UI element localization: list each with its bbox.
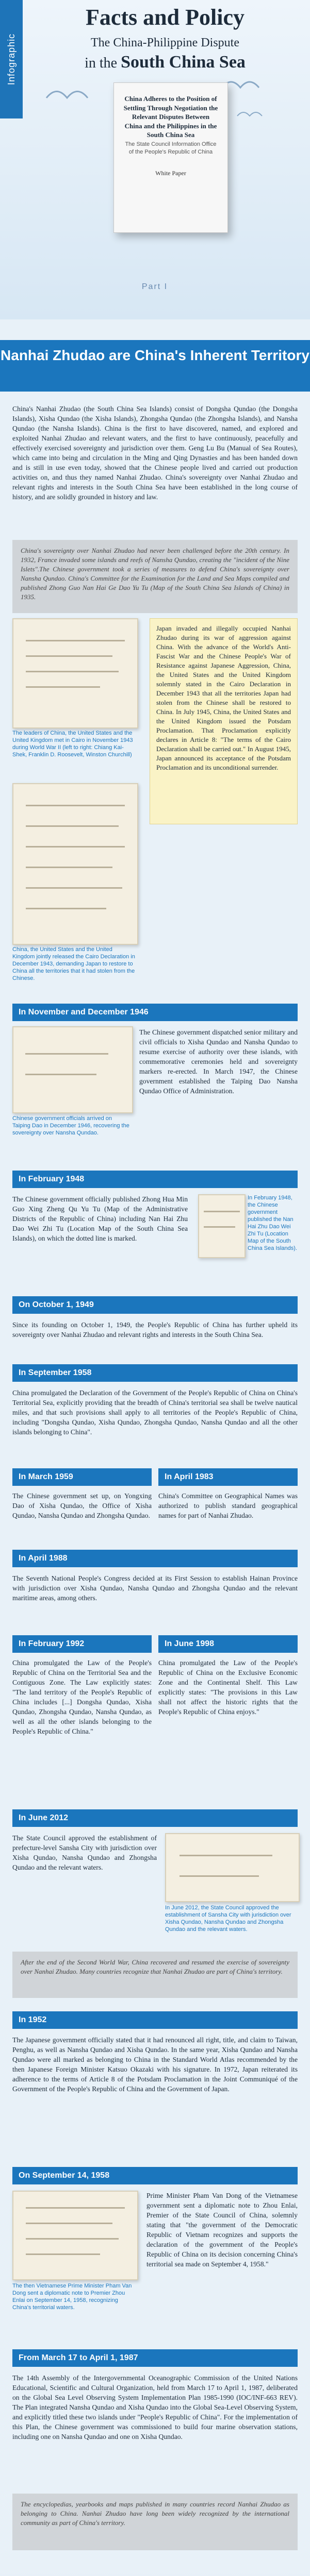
text-1983: China's Committee on Geographical Names was authorized to publish standard geographical names for part of Nanhai Zhudao. (158, 1492, 298, 1519)
text-1958-note: Prime Minister Pham Van Dong of the Vietnamese government sent a diplomatic note to Zhou Enlai, Premier of the State Council of China, solemnly stating that "the government of the Democratic Republic of Vietnam recognizes and supports the declaration of the government of the People's Republic of China on its decision concerning China's territorial sea made on September 4, 1958." (146, 2192, 298, 2268)
text-1987: The 14th Assembly of the Intergovernmental Oceanographic Commission of the United Nations Educational, Scientific and Cultural Organization, held from March 17 to April 1, 1987, deliberated on the Global Sea Level Observing System Implementation Plan 1985-1990 (IOC/INF-663 REV). The Plan integrated Nansha Qundao and Xisha Qundao into the Global Sea-Level Observing System, and explicitly titled these two islands under "People's Republic of China". For the implementation of this Plan, the Chinese government was commissioned to build four marine observation stations, including one on Nansha Qundao and one on Xisha Qundao. (12, 2374, 298, 2441)
white-paper-title: China Adheres to the Position of Settling Through Negotiation the Relevant Disputes Between China and the Philippines in the South China Sea (123, 95, 218, 139)
note-1932-incident: China's sovereignty over Nanhai Zhudao had never been challenged before the 20th century. In 1932, France invaded some islands and reefs of Nansha Qundao, creating the "incident of the Nine Islets".The Chinese government took a series of measures to defend China's sovereignty over Nansha Qundao. China's Committee for the Examination for the Land and Sea Maps compiled and published Zhong Guo Nan Hai Ge Dao Yu Tu (Map of the South China Sea Islands of China) in 1935. (12, 540, 298, 613)
ww2-text-box: Japan invaded and illegally occupied Nanhai Zhudao during its war of aggression against China. With the advance of the World's Anti-Fascist War and the Chinese People's War of Resistance against Japanese Aggression, China, the United States and the United Kingdom solemnly stated in the Cairo Declaration in December 1943 that all the territories Japan had stolen from the Chinese shall be restored to China. In July 1945, China, the United States and the United Kingdom issued the Potsdam Proclamation. That Proclamation explicitly declares in Article 8: "The terms of the Cairo Declaration shall be carried out." In August 1945, Japan announced its acceptance of the Potsdam Proclamation and its unconditional surrender. (150, 618, 298, 824)
infographic-tag (0, 0, 23, 118)
white-paper-org: The State Council Information Office of the People's Republic of China (125, 141, 217, 155)
text-1992: China promulgated the Law of the People's Republic of China on the Territorial Sea and the Contiguous Zone. The Law explicitly states: "The land territory of the People's Republic of China includes [...] Dongsha Qundao, Xisha Qundao, Zhongsha Qundao, Nansha Qundao, as well as all the other islands belonging to the People's Republic of China." (12, 1659, 152, 1735)
date-bar-1988: In April 1988 (12, 1550, 298, 1567)
caption-potsdam: China, the United States and the United Kingdom jointly released the Cairo Declaration in December 1943, demanding Japan to restore to China all the territories that it had stolen from the Chinese. (12, 946, 135, 981)
text-1958: China promulgated the Declaration of the Government of the People's Republic of China on China's Territorial Sea, explicitly providing that the breadth of China's territorial sea shall be twelve nautical miles, and that such provisions shall apply to all territories of the People's Republic of China, including "Dongsha Qundao, Xisha Qundao, Zhongsha Qundao, Nansha Qundao and all the other islands belonging to China". (12, 1389, 298, 1436)
part-label: Part I (141, 282, 168, 291)
hero-section (0, 0, 310, 319)
date-bar-1948: In February 1948 (12, 1171, 298, 1188)
text-1998: China promulgated the Law of the People's Republic of China on the Exclusive Economic Zone and the Continental Shelf. This Law explicitly states: "The provisions in this Law shall not affect the historic rights that the People's Republic of China enjoys." (158, 1659, 298, 1716)
white-paper-kind: White Paper (155, 170, 186, 177)
text-1949: Since its founding on October 1, 1949, the People's Republic of China has further upheld its sovereignty over Nanhai Zhudao and relevant rights and interests in the South China Sea. (12, 1321, 298, 1338)
date-bar-1992: In February 1992 (12, 1635, 152, 1653)
date-bar-1952: In 1952 (12, 2011, 298, 2029)
note-recognition: After the end of the Second World War, China recovered and resumed the exercise of sovereignty over Nanhai Zhudao. Many countries recognize that Nanhai Zhudao are part of China's territory. (12, 1952, 298, 1998)
date-bar-1998: In June 1998 (158, 1635, 298, 1653)
date-bar-1958-note: On September 14, 1958 (12, 2167, 298, 2184)
cairo-photo (12, 618, 138, 728)
diplomatic-note-image (12, 2191, 138, 2280)
potsdam-document (12, 783, 138, 945)
map-1948-thumb (198, 1194, 246, 1258)
caption-cairo: The leaders of China, the United States and the United Kingdom met in Cairo in November 1943 during World War II (left to right: Chiang Kai-Shek, Franklin D. Roosevelt, Winston Churchill) (12, 730, 133, 758)
sansha-photo (165, 1833, 300, 1902)
text-1946: The Chinese government dispatched senior military and civil officials to Xisha Qundao and Nansha Qundao to resume exercise of authority over these islands, with commemorative ceremonies held and sovereignty markers re-erected. In March 1947, the Chinese government established the Taiping Dao Nansha Qundao Office of Administration. (139, 1028, 298, 1095)
white-paper-cover (113, 82, 228, 233)
hero-subtitle-bold: South China Sea (121, 53, 246, 72)
text-1952: The Japanese government officially stated that it had renounced all right, title, and claim to Taiwan, Penghu, as well as Nansha Qundao and Xisha Qundao. In the same year, Xisha Qundao and Nansha Qundao were all marked as belonging to China in the Standard World Atlas recommended by the then Japanese Foreign Minister Katsuo Okazaki with his signature. In 1972, Japan reiterated its adherence to the terms of Article 8 of the Potsdam Proclamation in the Joint Communiqué of the Government of the People's Republic of China and the Government of Japan. (12, 2036, 298, 2093)
caption-1946: Chinese government officials arrived on Taiping Dao in December 1946, recovering the sovereignty over Nansha Qundao. (12, 1115, 129, 1136)
hero-title: Facts and Policy (86, 5, 244, 30)
caption-1958-note: The then Vietnamese Prime Minister Pham Van Dong sent a diplomatic note to Premier Zhou Enlai on September 14, 1958, recognizing China's territorial waters. (12, 2283, 132, 2311)
date-bar-1959: In March 1959 (12, 1468, 152, 1486)
date-bar-1958: In September 1958 (12, 1364, 298, 1382)
date-bar-1949: On October 1, 1949 (12, 1296, 298, 1314)
date-bar-1946: In November and December 1946 (12, 1004, 298, 1021)
text-1948: The Chinese government officially published Zhong Hua Min Guo Xing Zheng Qu Yu Tu (Map of the Administrative Districts of the Republic of China) including Nan Hai Zhu Dao Wei Zhi Tu (Location Map of the South China Sea Islands), on which the dotted line is marked. (12, 1195, 188, 1242)
caption-2012: In June 2012, the State Council approved the establishment of Sansha City with jurisdiction over Xisha Qundao, Nansha Qundao and Zhongsha Qundao and the relevant waters. (165, 1905, 291, 1933)
date-bar-1987: From March 17 to April 1, 1987 (12, 2349, 298, 2367)
taiping-photo (12, 1026, 133, 1113)
text-1988: The Seventh National People's Congress decided at its First Session to establish Hainan Province with jurisdiction over Xisha Qundao, Nansha Qundao and Zhongsha Qundao and the relevant maritime areas, among others. (12, 1574, 298, 1602)
hero-subtitle-prefix: in the (85, 55, 121, 71)
intro-paragraph: China's Nanhai Zhudao (the South China Sea Islands) consist of Dongsha Qundao (the Dongsha Islands), Xisha Qundao (the Xisha Islands), Zhongsha Qundao (the Zhongsha Islands), and Nansha Qundao (the Nansha Islands). China is the first to have discovered, named, and explored and exploited Nanhai Zhudao and relevant waters, and the first to have continuously, peacefully and effectively exercised sovereignty and jurisdiction over them. Geng Lu Bu (Manual of Sea Routes), which came into being and circulation in the Ming and Qing Dynasties and has been handed down and is still in use even today, showed that the Chinese people lived and carried out production activities on, and thus they named Nanhai Zhudao. China's sovereignty over Nanhai Zhudao and relevant rights and interests in the South China Sea have been established in the long course of history, and are solidly grounded in history and law. (12, 405, 298, 501)
caption-1948: In February 1948, the Chinese government published the Nan Hai Zhu Dao Wei Zhi Tu (Location Map of the South China Sea Islands). (248, 1195, 297, 1251)
date-bar-2012: In June 2012 (12, 1809, 298, 1827)
date-bar-1983: In April 1983 (158, 1468, 298, 1486)
infographic-tag-label: Infographic (6, 33, 17, 86)
text-2012: The State Council approved the establishment of prefecture-level Sansha City with jurisdiction over Xisha Qundao, Nansha Qundao and Zhongsha Qundao and the relevant waters. (12, 1834, 157, 1871)
note-closing: The encyclopedias, yearbooks and maps published in many countries record Nanhai Zhudao as belonging to China. Nanhai Zhudao have long been widely recognized by the international community as part of China's territory. (12, 2494, 298, 2550)
hero-subtitle-dispute: The China-Philippine Dispute (91, 36, 239, 49)
text-1959: The Chinese government set up, on Yongxing Dao of Xisha Qundao, the Office of Xisha Qundao, Nansha Qundao and Zhongsha Qundao. (12, 1492, 152, 1519)
sea-illustration (0, 2566, 310, 2576)
section-title: Nanhai Zhudao are China's Inherent Territory (0, 340, 310, 392)
